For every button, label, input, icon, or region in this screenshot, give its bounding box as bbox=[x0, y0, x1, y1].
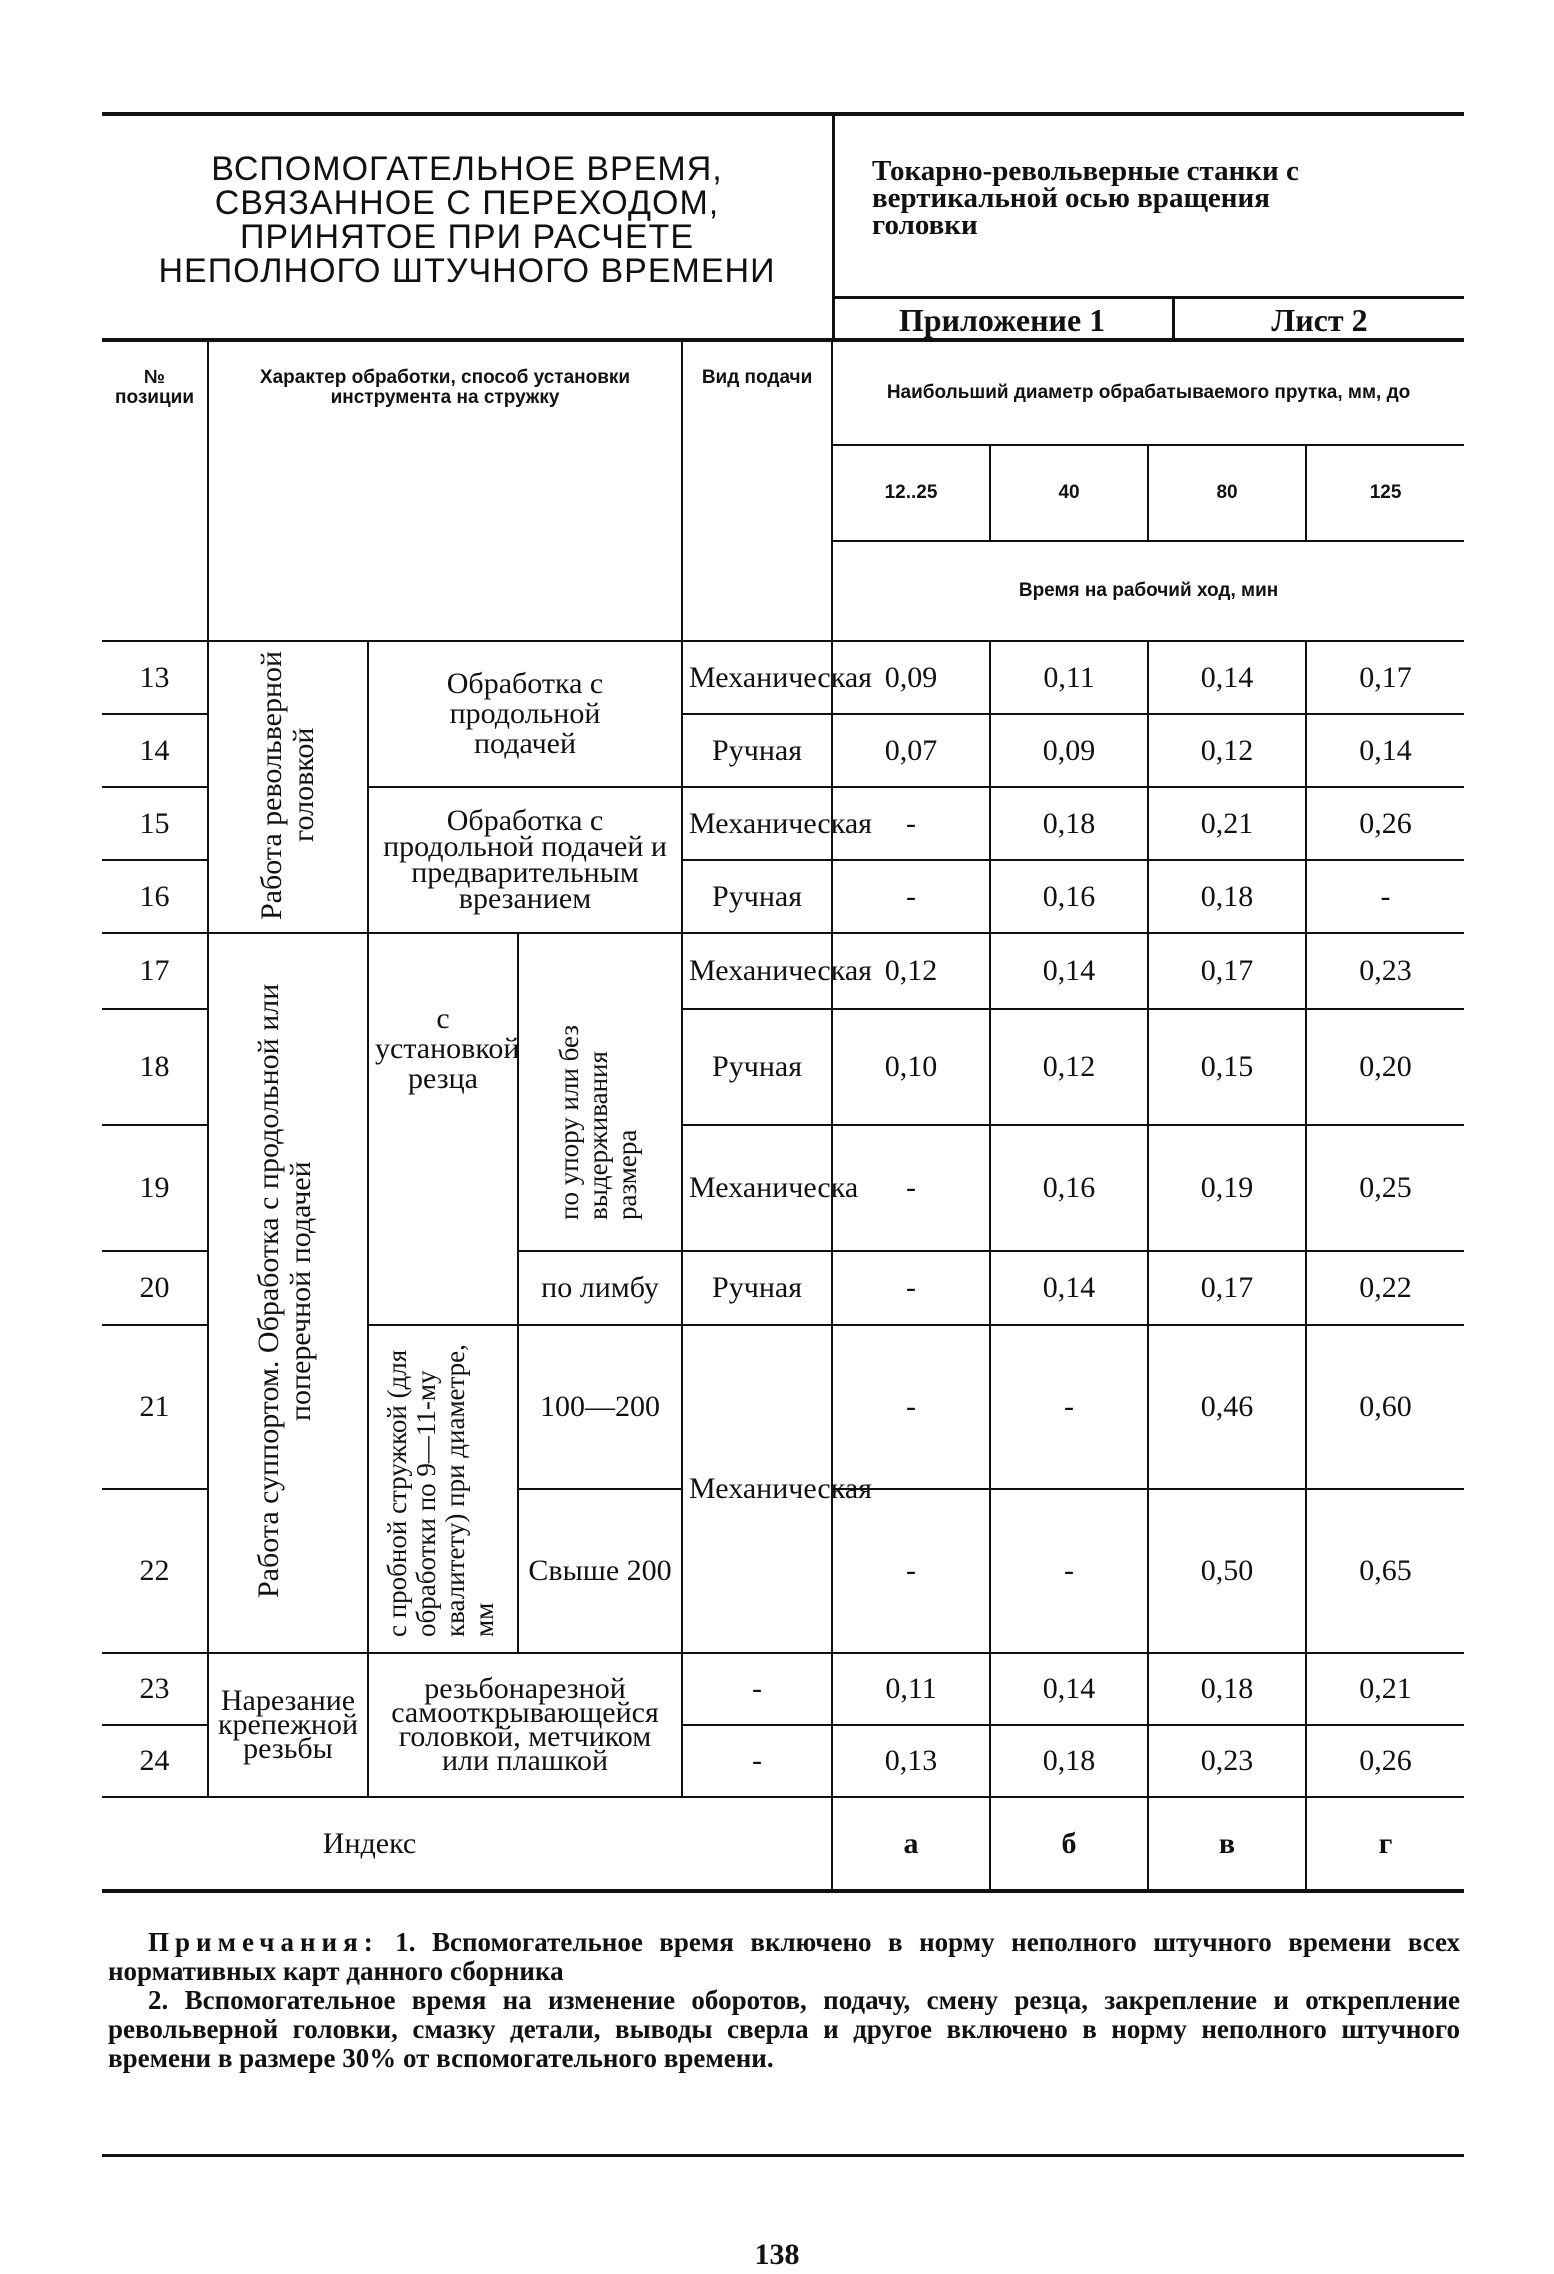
position-number: 15 bbox=[102, 787, 208, 860]
time-value: 0,14 bbox=[1148, 641, 1306, 714]
time-value: 0,22 bbox=[1306, 1251, 1464, 1325]
time-value: 0,11 bbox=[832, 1653, 990, 1725]
time-value: 0,17 bbox=[1148, 933, 1306, 1009]
notes bbox=[108, 1928, 1460, 2073]
time-value: 0,20 bbox=[1306, 1009, 1464, 1125]
operation-trial bbox=[368, 1325, 518, 1653]
operation-stop-label: по упору или без выдерживания размера bbox=[554, 1024, 643, 1220]
header-diameter: Наибольший диаметр обрабатываемого прутка, мм, до bbox=[832, 340, 1464, 445]
index-value: г bbox=[1306, 1797, 1464, 1891]
title-line: ВСПОМОГАТЕЛЬНОЕ ВРЕМЯ, bbox=[211, 150, 723, 188]
time-value: 0,10 bbox=[832, 1009, 990, 1125]
time-value: 0,14 bbox=[990, 1251, 1148, 1325]
time-value: - bbox=[832, 1325, 990, 1489]
feed-type: Механическая bbox=[682, 787, 832, 860]
note-1: 1. Вспомогательное время включено в норму неполного штучного времени всех нормативных карт данного сборника bbox=[108, 1927, 1461, 1986]
title-line: ПРИНЯТОЕ ПРИ РАСЧЕТЕ bbox=[239, 218, 694, 256]
time-value: 0,46 bbox=[1148, 1325, 1306, 1489]
time-value: 0,23 bbox=[1148, 1725, 1306, 1797]
page-number: 138 bbox=[754, 2238, 800, 2271]
table-row bbox=[102, 933, 1464, 1009]
title-line: СВЯЗАННОЕ С ПЕРЕХОДОМ, bbox=[214, 184, 720, 222]
time-value: 0,26 bbox=[1306, 787, 1464, 860]
time-value: 0,09 bbox=[990, 714, 1148, 787]
bottom-rule bbox=[102, 2154, 1464, 2157]
feed-type: Механическая bbox=[682, 933, 832, 1009]
machine-line: Токарно-револьверные станки с bbox=[872, 155, 1299, 187]
position-number: 19 bbox=[102, 1125, 208, 1251]
operation-trial-label: с пробной стружкой (для обработки по 9—11-му квалитету) при диаметре, мм bbox=[382, 1343, 499, 1637]
time-value: 0,50 bbox=[1148, 1489, 1306, 1653]
position-number: 20 bbox=[102, 1251, 208, 1325]
time-value: 0,14 bbox=[990, 933, 1148, 1009]
time-value: 0,07 bbox=[832, 714, 990, 787]
operation-label: Свыше 200 bbox=[518, 1489, 682, 1653]
time-value: 0,12 bbox=[832, 933, 990, 1009]
index-value: в bbox=[1148, 1797, 1306, 1891]
card-header bbox=[102, 112, 1464, 342]
time-value: 0,15 bbox=[1148, 1009, 1306, 1125]
machine-line: вертикальной осью вращения bbox=[872, 182, 1270, 214]
diameter-header: 125 bbox=[1306, 445, 1464, 541]
operation-label: по лимбу bbox=[518, 1251, 682, 1325]
time-value: 0,13 bbox=[832, 1725, 990, 1797]
feed-type: - bbox=[682, 1725, 832, 1797]
feed-type: Механическая bbox=[682, 1325, 832, 1653]
position-number: 13 bbox=[102, 641, 208, 714]
time-value: 0,60 bbox=[1306, 1325, 1464, 1489]
time-value: - bbox=[990, 1325, 1148, 1489]
operation-stop bbox=[518, 933, 682, 1251]
time-value: - bbox=[832, 1251, 990, 1325]
group-support-label: Работа суппортом. Обработка с продольной или поперечной подачей bbox=[252, 983, 317, 1598]
diameter-header: 80 bbox=[1148, 445, 1306, 541]
time-value: 0,14 bbox=[990, 1653, 1148, 1725]
feed-type: - bbox=[682, 1653, 832, 1725]
time-value: 0,09 bbox=[832, 641, 990, 714]
position-number: 17 bbox=[102, 933, 208, 1009]
time-value: 0,18 bbox=[990, 1725, 1148, 1797]
appendix-label: Приложение 1 bbox=[898, 302, 1106, 338]
time-value: 0,16 bbox=[990, 1125, 1148, 1251]
time-value: 0,19 bbox=[1148, 1125, 1306, 1251]
time-value: - bbox=[832, 1125, 990, 1251]
time-value: 0,65 bbox=[1306, 1489, 1464, 1653]
position-number: 21 bbox=[102, 1325, 208, 1489]
machine-type bbox=[872, 155, 1462, 241]
time-value: - bbox=[832, 860, 990, 933]
index-label: Индекс bbox=[102, 1797, 832, 1891]
norms-table bbox=[102, 338, 1464, 1893]
time-value: 0,26 bbox=[1306, 1725, 1464, 1797]
time-value: 0,17 bbox=[1148, 1251, 1306, 1325]
group-support bbox=[208, 933, 368, 1653]
time-value: 0,18 bbox=[990, 787, 1148, 860]
group-thread: Нарезание крепежной резьбы bbox=[208, 1653, 368, 1797]
time-value: - bbox=[1306, 860, 1464, 933]
feed-type: Ручная bbox=[682, 1251, 832, 1325]
time-value: 0,17 bbox=[1306, 641, 1464, 714]
group-turret bbox=[208, 641, 368, 933]
time-value: 0,18 bbox=[1148, 860, 1306, 933]
group-turret-label: Работа револьверной головкой bbox=[255, 649, 320, 920]
time-value: 0,12 bbox=[990, 1009, 1148, 1125]
table-row bbox=[102, 641, 1464, 714]
position-number: 14 bbox=[102, 714, 208, 787]
position-number: 16 bbox=[102, 860, 208, 933]
operation-label: 100—200 bbox=[518, 1325, 682, 1489]
position-number: 24 bbox=[102, 1725, 208, 1797]
header-feed: Вид подачи bbox=[682, 340, 832, 641]
notes-heading: Примечания: bbox=[148, 1927, 379, 1957]
feed-type: Механическа bbox=[682, 1125, 832, 1251]
table-row bbox=[102, 1653, 1464, 1725]
time-value: 0,11 bbox=[990, 641, 1148, 714]
header-character: Характер обработки, способ установки инструмента на стружку bbox=[208, 340, 682, 641]
feed-type: Механическая bbox=[682, 641, 832, 714]
time-value: 0,25 bbox=[1306, 1125, 1464, 1251]
index-row bbox=[102, 1797, 1464, 1891]
position-number: 23 bbox=[102, 1653, 208, 1725]
sheet-label: Лист 2 bbox=[1271, 302, 1368, 338]
index-value: б bbox=[990, 1797, 1148, 1891]
position-number: 18 bbox=[102, 1009, 208, 1125]
title-line: НЕПОЛНОГО ШТУЧНОГО ВРЕМЕНИ bbox=[158, 252, 776, 290]
machine-line: головки bbox=[872, 209, 978, 241]
note-2: 2. Вспомогательное время на изменение оборотов, подачу, смену резца, закрепление и открепление револьверной головки, смазку детали, выводы сверла и другое включено в норму неполного штучного времени в размере 30% от вспомогательного времени. bbox=[108, 1985, 1460, 2073]
time-value: - bbox=[990, 1489, 1148, 1653]
time-value: - bbox=[832, 1489, 990, 1653]
index-value: а bbox=[832, 1797, 990, 1891]
time-value: 0,21 bbox=[1148, 787, 1306, 860]
time-value: 0,16 bbox=[990, 860, 1148, 933]
operation-label: с установкой резца bbox=[368, 933, 518, 1325]
feed-type: Ручная bbox=[682, 714, 832, 787]
operation-label: Обработка с продольной подачей bbox=[368, 641, 682, 787]
card-title bbox=[102, 152, 832, 288]
feed-type: Ручная bbox=[682, 1009, 832, 1125]
time-value: 0,12 bbox=[1148, 714, 1306, 787]
time-value: 0,21 bbox=[1306, 1653, 1464, 1725]
header-time: Время на рабочий ход, мин bbox=[832, 541, 1464, 641]
time-value: 0,23 bbox=[1306, 933, 1464, 1009]
operation-label: Обработка с продольной подачей и предварительным врезанием bbox=[368, 787, 682, 933]
operation-label: резьбонарезной самооткрывающейся головкой, метчиком или плашкой bbox=[368, 1653, 682, 1797]
diameter-header: 40 bbox=[990, 445, 1148, 541]
feed-type: Ручная bbox=[682, 860, 832, 933]
header-position: № позиции bbox=[102, 340, 208, 641]
position-number: 22 bbox=[102, 1489, 208, 1653]
diameter-header: 12..25 bbox=[832, 445, 990, 541]
time-value: - bbox=[832, 787, 990, 860]
time-value: 0,14 bbox=[1306, 714, 1464, 787]
time-value: 0,18 bbox=[1148, 1653, 1306, 1725]
